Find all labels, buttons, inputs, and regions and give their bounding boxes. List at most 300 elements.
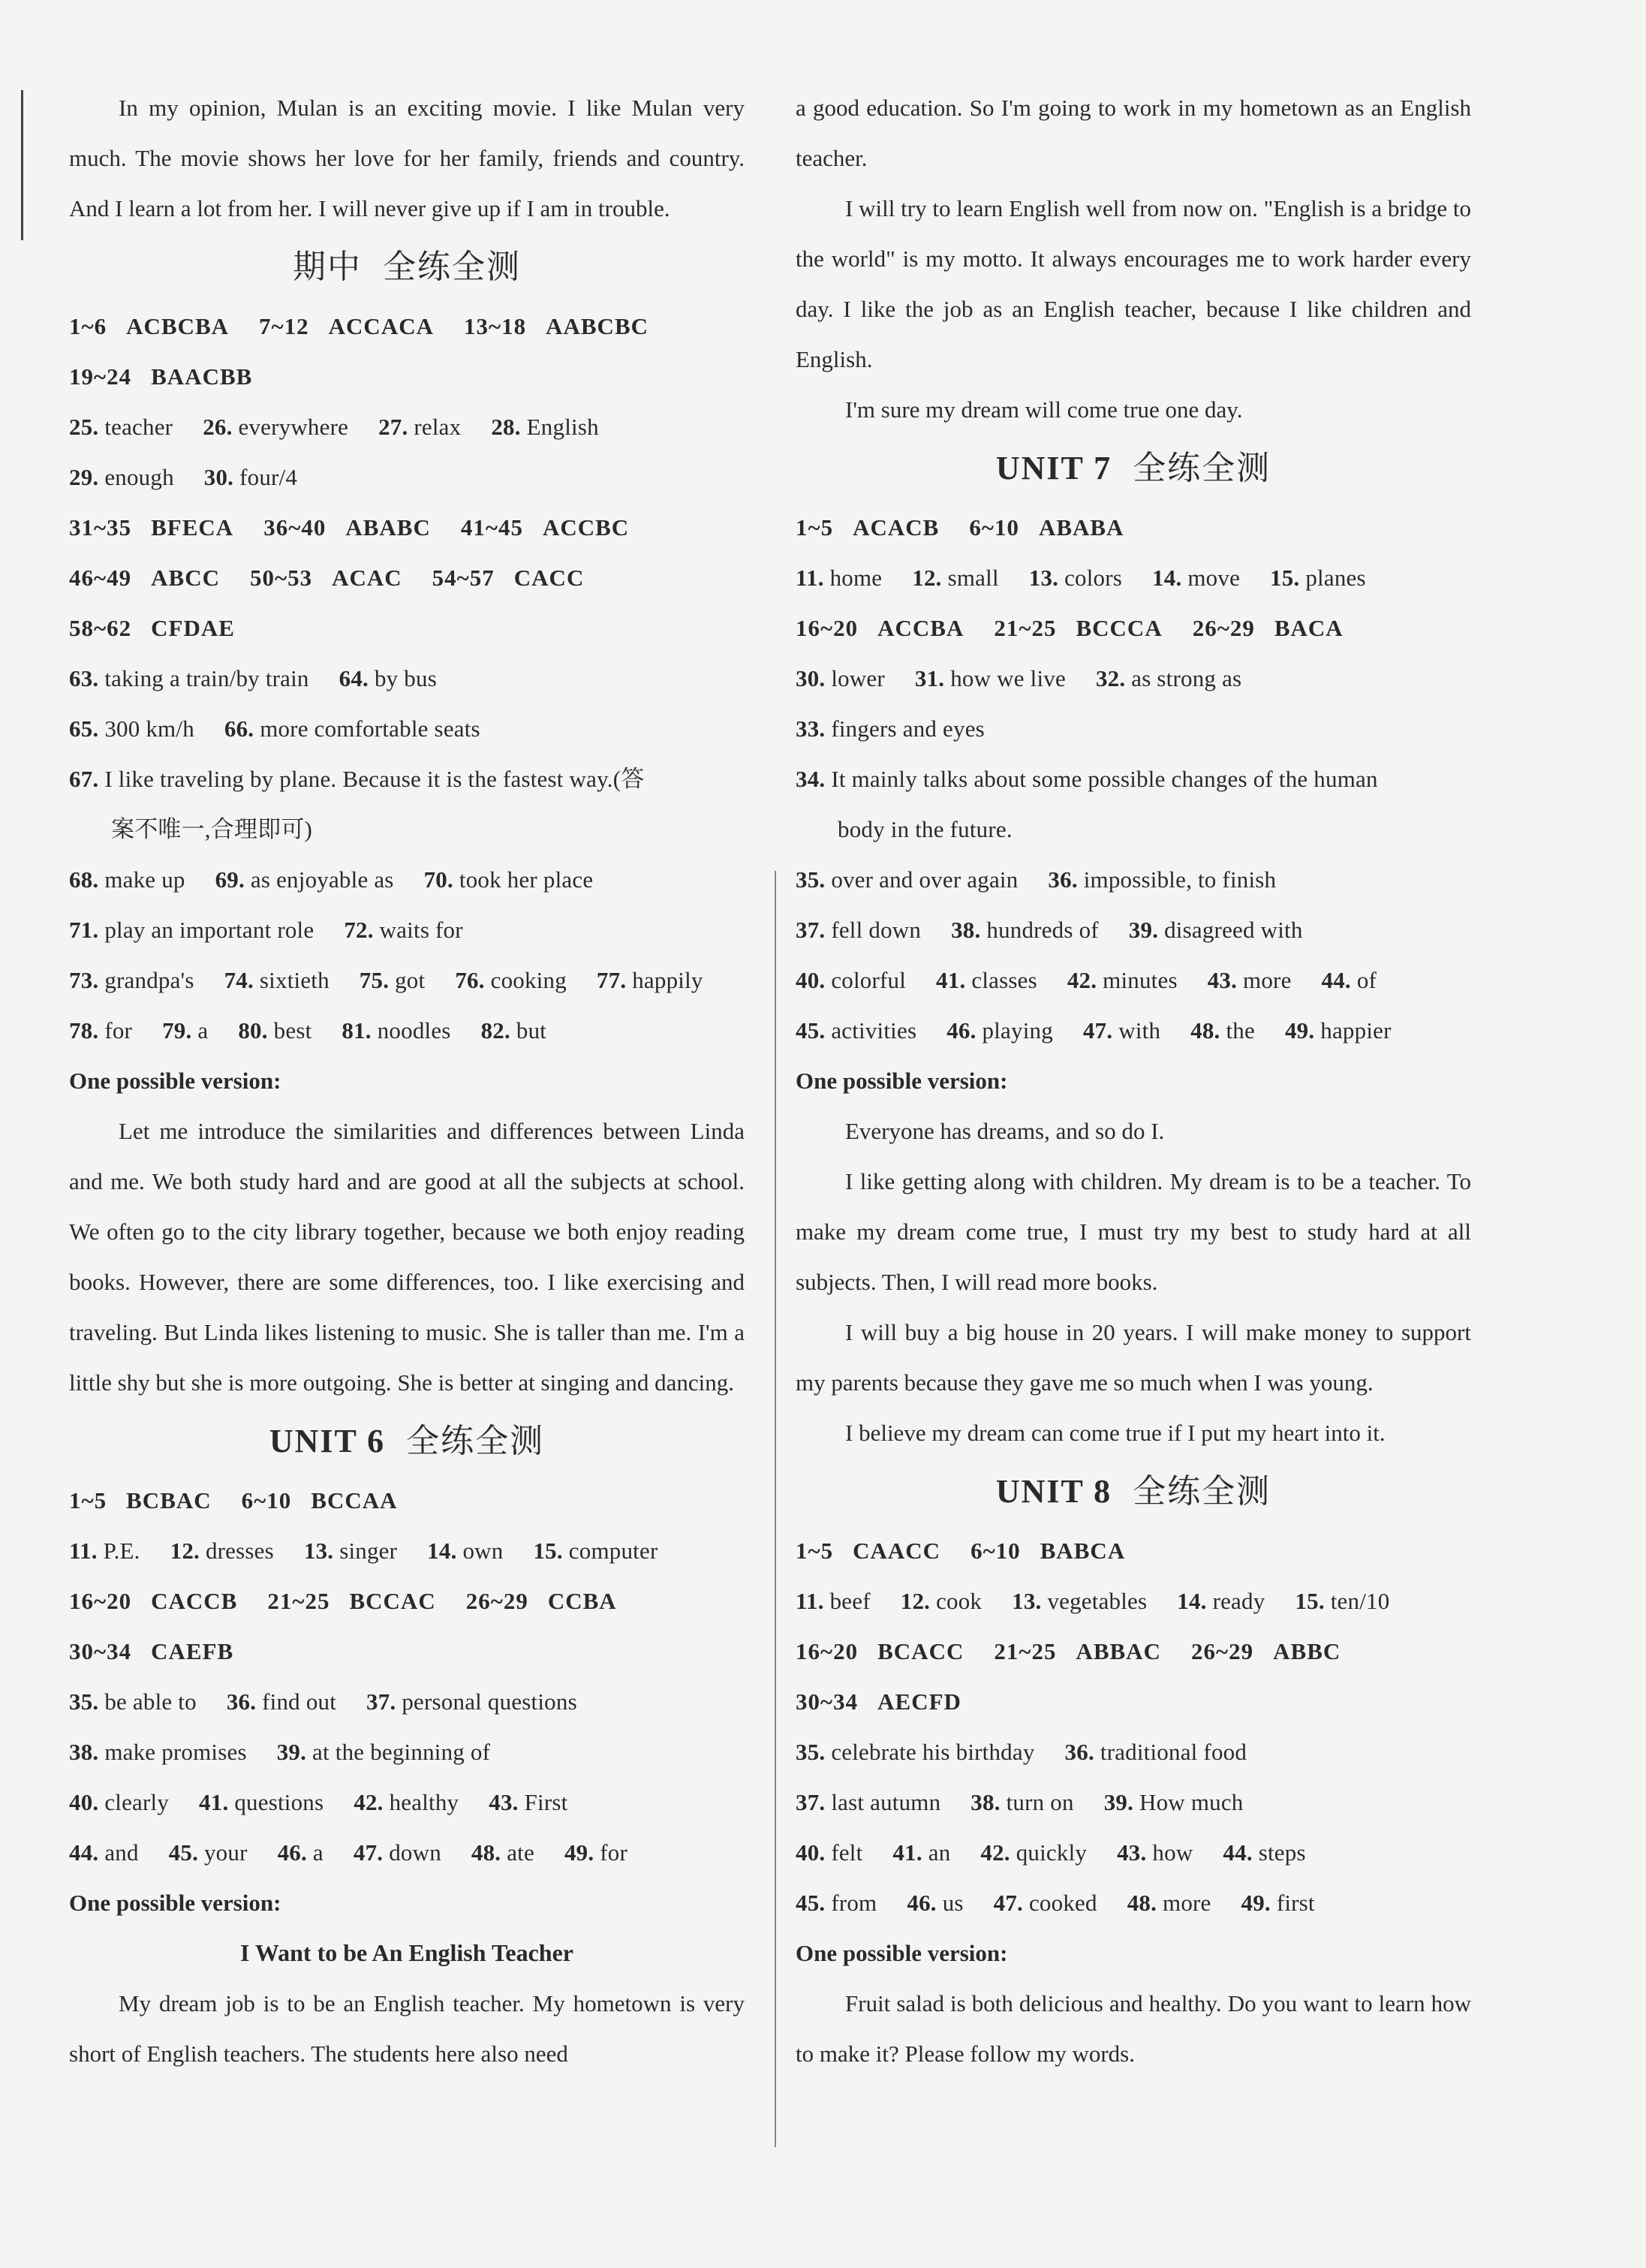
item-answer: ate xyxy=(507,1839,534,1866)
mc-answers: BCCAA xyxy=(311,1487,398,1514)
item-number: 49. xyxy=(564,1839,594,1866)
item-answer: with xyxy=(1118,1017,1161,1044)
question-range: 31~35 xyxy=(69,514,132,541)
question-range: 54~57 xyxy=(432,565,495,591)
unit8-answers xyxy=(796,1526,1471,1928)
item-number: 12. xyxy=(912,565,942,591)
mc-answer-line xyxy=(796,1626,1471,1676)
item-number: 14. xyxy=(1177,1588,1207,1614)
midterm-heading xyxy=(69,233,745,301)
item-number: 35. xyxy=(796,1739,826,1765)
item-answer: computer xyxy=(568,1538,658,1564)
question-range: 6~10 xyxy=(241,1487,292,1514)
mc-answer-line xyxy=(796,603,1471,653)
question-range: 26~29 xyxy=(465,1588,528,1614)
item-number: 42. xyxy=(980,1839,1010,1866)
mc-answers: BCCAC xyxy=(349,1588,436,1614)
mc-answer-line xyxy=(796,502,1471,553)
item-answer: grandpa's xyxy=(104,967,194,993)
unit6-version-label: One possible version: xyxy=(69,1890,281,1916)
unit6-essay-continued: a good education. So I'm going to work in my hometown as an English teacher. xyxy=(796,95,1471,171)
unit6-essay: My dream job is to be an English teacher. My hometown is very short of English teachers. The students here also need xyxy=(69,1990,745,2067)
item-answer: how we live xyxy=(950,665,1066,691)
mc-answer-line xyxy=(69,301,745,351)
question-range: 6~10 xyxy=(970,1538,1021,1564)
unit6-title: UNIT 6 xyxy=(269,1423,386,1459)
midterm-answers xyxy=(69,301,745,1056)
unit7-title: UNIT 7 xyxy=(995,450,1112,486)
unit8-title: UNIT 8 xyxy=(995,1473,1112,1510)
item-answer: celebrate his birthday xyxy=(831,1739,1035,1765)
item-number: 49. xyxy=(1284,1017,1315,1044)
item-answer: planes xyxy=(1305,565,1366,591)
item-number: 69. xyxy=(215,866,245,893)
item-answer: got xyxy=(395,967,426,993)
item-number: 72. xyxy=(344,917,374,943)
question-range: 6~10 xyxy=(969,514,1019,541)
item-answer: and xyxy=(104,1839,139,1866)
item-number: 46. xyxy=(277,1839,307,1866)
mc-answers: ABBC xyxy=(1273,1638,1341,1664)
item-answer: dresses xyxy=(205,1538,274,1564)
item-number: 73. xyxy=(69,967,99,993)
item-answer: a xyxy=(197,1017,209,1044)
item-number: 38. xyxy=(951,917,981,943)
mc-answer-line xyxy=(69,603,745,653)
item-answer: a xyxy=(312,1839,323,1866)
item-answer: at the beginning of xyxy=(312,1739,491,1765)
mc-answers: CFDAE xyxy=(151,615,235,641)
item-answer: minutes xyxy=(1103,967,1178,993)
item-answer: home xyxy=(829,565,883,591)
midterm-title-cn: 全练全测 xyxy=(383,248,521,285)
question-range: 19~24 xyxy=(69,363,132,390)
item-answer: enough xyxy=(104,464,174,490)
item-number: 26. xyxy=(203,414,233,440)
item-answer: more xyxy=(1163,1890,1211,1916)
item-number: 25. xyxy=(69,414,99,440)
mc-answers: ACBCBA xyxy=(126,313,230,339)
item-answer: personal questions xyxy=(402,1688,577,1715)
item-number: 64. xyxy=(339,665,369,691)
fill-answer-line xyxy=(796,1727,1471,1777)
fill-answer-line xyxy=(796,854,1471,905)
mc-answer-line xyxy=(69,1626,745,1676)
item-answer: felt xyxy=(831,1839,863,1866)
item-answer: happily xyxy=(632,967,703,993)
question-range: 50~53 xyxy=(249,565,313,591)
mc-answers: ACCACA xyxy=(328,313,434,339)
item-number: 31. xyxy=(914,665,945,691)
item-number: 29. xyxy=(69,464,99,490)
item-number: 32. xyxy=(1095,665,1126,691)
mc-answers: BCBAC xyxy=(126,1487,212,1514)
item-answer: find out xyxy=(262,1688,337,1715)
item-answer: colors xyxy=(1064,565,1123,591)
item-number: 74. xyxy=(224,967,254,993)
mc-answers: BCCCA xyxy=(1076,615,1163,641)
item-number: 46. xyxy=(907,1890,937,1916)
item-number: 41. xyxy=(892,1839,922,1866)
item-number: 14. xyxy=(1152,565,1182,591)
item-number: 48. xyxy=(471,1839,501,1866)
item-answer: First xyxy=(524,1789,568,1815)
fill-answer-line xyxy=(69,703,745,754)
item-number: 42. xyxy=(354,1789,384,1815)
mc-answers: CAACC xyxy=(853,1538,941,1564)
question-range: 16~20 xyxy=(796,1638,859,1664)
item-answer: How much xyxy=(1139,1789,1244,1815)
fill-answer-line xyxy=(69,1727,745,1777)
item-answer: classes xyxy=(971,967,1037,993)
item-number: 46. xyxy=(946,1017,976,1044)
mc-answers: BACA xyxy=(1274,615,1344,641)
item-number: 43. xyxy=(1117,1839,1147,1866)
item-number: 47. xyxy=(993,1890,1024,1916)
unit7-heading xyxy=(796,435,1471,502)
item-answer: noodles xyxy=(377,1017,451,1044)
mc-answer-line xyxy=(69,553,745,603)
question-range: 36~40 xyxy=(263,514,326,541)
item-number: 43. xyxy=(1207,967,1238,993)
item-answer: took her place xyxy=(459,866,594,893)
fill-answer-line xyxy=(796,1777,1471,1827)
item-number: 81. xyxy=(342,1017,372,1044)
question-range: 30~34 xyxy=(796,1688,859,1715)
item-answer: vegetables xyxy=(1047,1588,1148,1614)
item-number: 38. xyxy=(69,1739,99,1765)
item-answer: happier xyxy=(1320,1017,1392,1044)
item-number: 14. xyxy=(427,1538,457,1564)
item-number: 43. xyxy=(489,1789,519,1815)
fill-answer-line xyxy=(69,402,745,452)
item-answer: I like traveling by plane. Because it is the fastest way.(答 xyxy=(104,766,645,792)
item-number: 37. xyxy=(796,917,826,943)
fill-answer-line xyxy=(69,854,745,905)
item-number: 65. xyxy=(69,715,99,742)
item-number: 36. xyxy=(1048,866,1078,893)
item-answer: singer xyxy=(339,1538,398,1564)
item-number: 37. xyxy=(796,1789,826,1815)
question-range: 58~62 xyxy=(69,615,132,641)
item-number: 76. xyxy=(455,967,485,993)
mc-answers: ACAC xyxy=(332,565,402,591)
item-number: 68. xyxy=(69,866,99,893)
mc-answers: ACCBC xyxy=(542,514,630,541)
item-number: 70. xyxy=(423,866,453,893)
long-answer-line xyxy=(796,754,1471,804)
item-answer: but xyxy=(516,1017,547,1044)
item-answer: sixtieth xyxy=(259,967,330,993)
item-number: 77. xyxy=(596,967,627,993)
item-number: 39. xyxy=(276,1739,307,1765)
question-range: 41~45 xyxy=(460,514,523,541)
item-number: 41. xyxy=(936,967,966,993)
item-number: 39. xyxy=(1128,917,1159,943)
left-column xyxy=(69,83,745,2079)
item-answer: over and over again xyxy=(831,866,1019,893)
item-answer: the xyxy=(1226,1017,1255,1044)
item-answer: It mainly talks about some possible changes of the human xyxy=(831,766,1378,792)
item-number: 35. xyxy=(796,866,826,893)
unit6-essay-p2: I will try to learn English well from now on. "English is a bridge to the world" is my motto. It always encourages me to work harder every day. I like the job as an English teacher, because I like children and English. xyxy=(796,195,1471,372)
unit8-title-cn: 全练全测 xyxy=(1133,1473,1271,1510)
fill-answer-line xyxy=(69,955,745,1005)
mc-answers: CACCB xyxy=(151,1588,238,1614)
fill-answer-line xyxy=(69,1005,745,1056)
fill-answer-line xyxy=(69,1777,745,1827)
item-number: 15. xyxy=(533,1538,563,1564)
item-number: 45. xyxy=(168,1839,199,1866)
item-number: 12. xyxy=(170,1538,200,1564)
item-number: 45. xyxy=(796,1017,826,1044)
long-answer-line xyxy=(69,754,745,804)
fill-answer-line xyxy=(69,653,745,703)
unit7-title-cn: 全练全测 xyxy=(1133,450,1271,486)
item-number: 28. xyxy=(491,414,521,440)
item-answer: ready xyxy=(1212,1588,1265,1614)
item-answer: from xyxy=(831,1890,877,1916)
long-answer-line-cont: 案不唯一,合理即可) xyxy=(111,816,313,842)
item-answer: how xyxy=(1152,1839,1193,1866)
mc-answer-line xyxy=(69,351,745,402)
item-number: 48. xyxy=(1190,1017,1220,1044)
item-number: 40. xyxy=(69,1789,99,1815)
question-range: 16~20 xyxy=(796,615,859,641)
fill-answer-line xyxy=(69,905,745,955)
item-number: 30. xyxy=(203,464,234,490)
item-answer: own xyxy=(462,1538,504,1564)
item-answer: play an important role xyxy=(104,917,314,943)
item-number: 34. xyxy=(796,766,826,792)
item-number: 30. xyxy=(796,665,826,691)
item-answer: traditional food xyxy=(1100,1739,1247,1765)
question-range: 21~25 xyxy=(267,1588,330,1614)
item-number: 78. xyxy=(69,1017,99,1044)
question-range: 13~18 xyxy=(463,313,527,339)
item-answer: ten/10 xyxy=(1330,1588,1390,1614)
intro-paragraph: In my opinion, Mulan is an exciting movie. I like Mulan very much. The movie shows her love for her family, friends and country. And I learn a lot from her. I will never give up if I am in trouble. xyxy=(69,95,745,221)
fill-answer-line xyxy=(796,955,1471,1005)
item-answer: be able to xyxy=(104,1688,197,1715)
fill-answer-line xyxy=(69,452,745,502)
unit7-essay-p2: I like getting along with children. My dream is to be a teacher. To make my dream come true, I must try my best to study hard at all subjects. Then, I will read more books. xyxy=(796,1168,1471,1295)
fill-answer-line xyxy=(69,1827,745,1878)
item-number: 12. xyxy=(900,1588,931,1614)
item-number: 39. xyxy=(1103,1789,1134,1815)
item-answer: by bus xyxy=(374,665,437,691)
item-answer: four/4 xyxy=(239,464,298,490)
unit8-version-label: One possible version: xyxy=(796,1940,1008,1966)
mc-answers: CACC xyxy=(513,565,585,591)
item-answer: disagreed with xyxy=(1164,917,1303,943)
item-answer: small xyxy=(947,565,999,591)
item-number: 41. xyxy=(199,1789,229,1815)
item-number: 11. xyxy=(69,1538,98,1564)
question-range: 26~29 xyxy=(1192,615,1255,641)
item-answer: taking a train/by train xyxy=(104,665,309,691)
mc-answers: AABCBC xyxy=(546,313,649,339)
item-answer: everywhere xyxy=(238,414,349,440)
mc-answers: CCBA xyxy=(547,1588,617,1614)
item-number: 13. xyxy=(1012,1588,1042,1614)
item-number: 40. xyxy=(796,1839,826,1866)
mc-answers: BCACC xyxy=(877,1638,964,1664)
unit6-answers xyxy=(69,1475,745,1878)
item-number: 11. xyxy=(796,565,824,591)
item-answer: relax xyxy=(414,414,462,440)
fill-answer-line xyxy=(69,1676,745,1727)
mc-answers: AECFD xyxy=(877,1688,961,1715)
item-answer: us xyxy=(942,1890,964,1916)
item-number: 66. xyxy=(224,715,254,742)
item-answer: colorful xyxy=(831,967,907,993)
item-number: 79. xyxy=(162,1017,192,1044)
unit6-title-cn: 全练全测 xyxy=(406,1423,545,1459)
item-answer: playing xyxy=(982,1017,1053,1044)
item-number: 44. xyxy=(69,1839,99,1866)
margin-rule xyxy=(21,90,23,240)
item-number: 71. xyxy=(69,917,99,943)
fill-answer-line xyxy=(796,703,1471,754)
item-answer: fell down xyxy=(831,917,922,943)
item-answer: steps xyxy=(1258,1839,1306,1866)
fill-answer-line xyxy=(796,1827,1471,1878)
mc-answers: ACACB xyxy=(853,514,940,541)
item-number: 40. xyxy=(796,967,826,993)
item-number: 42. xyxy=(1067,967,1097,993)
item-number: 36. xyxy=(226,1688,257,1715)
unit6-heading xyxy=(69,1408,745,1475)
fill-answer-line xyxy=(796,653,1471,703)
unit7-version-label: One possible version: xyxy=(796,1068,1008,1094)
item-number: 11. xyxy=(796,1588,824,1614)
item-number: 80. xyxy=(238,1017,268,1044)
item-answer: last autumn xyxy=(831,1789,941,1815)
question-range: 30~34 xyxy=(69,1638,132,1664)
item-answer: for xyxy=(600,1839,627,1866)
mc-answers: BABCA xyxy=(1040,1538,1126,1564)
fill-answer-line xyxy=(796,1005,1471,1056)
item-answer: more comfortable seats xyxy=(260,715,480,742)
midterm-version-label: One possible version: xyxy=(69,1068,281,1094)
item-number: 63. xyxy=(69,665,99,691)
item-number: 33. xyxy=(796,715,826,742)
item-number: 13. xyxy=(1028,565,1059,591)
item-answer: waits for xyxy=(379,917,463,943)
question-range: 7~12 xyxy=(259,313,309,339)
item-answer: activities xyxy=(831,1017,917,1044)
item-number: 47. xyxy=(1082,1017,1113,1044)
question-range: 46~49 xyxy=(69,565,132,591)
item-answer: impossible, to finish xyxy=(1083,866,1277,893)
mc-answers: BFECA xyxy=(151,514,234,541)
fill-answer-line xyxy=(796,1878,1471,1928)
item-answer: healthy xyxy=(389,1789,459,1815)
item-answer: your xyxy=(203,1839,248,1866)
item-number: 35. xyxy=(69,1688,99,1715)
mc-answers: CAEFB xyxy=(151,1638,234,1664)
question-range: 1~5 xyxy=(796,514,834,541)
unit7-essay-p3: I will buy a big house in 20 years. I will make money to support my parents because they gave me so much when I was young. xyxy=(796,1319,1471,1396)
question-range: 1~5 xyxy=(69,1487,107,1514)
fill-answer-line xyxy=(796,905,1471,955)
item-number: 82. xyxy=(480,1017,510,1044)
question-range: 26~29 xyxy=(1191,1638,1254,1664)
item-number: 37. xyxy=(366,1688,396,1715)
mc-answers: ACCBA xyxy=(877,615,964,641)
item-number: 36. xyxy=(1064,1739,1094,1765)
item-number: 38. xyxy=(970,1789,1001,1815)
item-answer: quickly xyxy=(1016,1839,1088,1866)
question-range: 16~20 xyxy=(69,1588,132,1614)
question-range: 1~5 xyxy=(796,1538,834,1564)
item-number: 13. xyxy=(303,1538,334,1564)
item-answer: as enjoyable as xyxy=(250,866,394,893)
item-number: 15. xyxy=(1270,565,1300,591)
unit7-essay-p1: Everyone has dreams, and so do I. xyxy=(845,1118,1165,1144)
item-answer: make up xyxy=(104,866,185,893)
item-answer: cooking xyxy=(490,967,567,993)
unit7-essay-p4: I believe my dream can come true if I put my heart into it. xyxy=(845,1420,1386,1446)
mc-answers: BAACBB xyxy=(151,363,253,390)
mc-answers: ABBAC xyxy=(1076,1638,1161,1664)
item-answer: best xyxy=(273,1017,312,1044)
item-answer: make promises xyxy=(104,1739,247,1765)
item-number: 49. xyxy=(1241,1890,1271,1916)
fill-answer-line xyxy=(796,1576,1471,1626)
midterm-title: 期中 xyxy=(293,248,362,285)
item-answer: hundreds of xyxy=(986,917,1099,943)
item-number: 67. xyxy=(69,766,99,792)
mc-answer-line xyxy=(69,1475,745,1526)
unit6-essay-p3: I'm sure my dream will come true one day. xyxy=(845,396,1243,423)
item-number: 48. xyxy=(1127,1890,1157,1916)
item-number: 27. xyxy=(378,414,408,440)
right-column xyxy=(796,83,1471,2079)
unit6-essay-title: I Want to be An English Teacher xyxy=(240,1939,573,1966)
unit8-heading xyxy=(796,1458,1471,1526)
unit7-answers xyxy=(796,502,1471,1056)
item-number: 75. xyxy=(359,967,390,993)
item-answer: beef xyxy=(829,1588,871,1614)
item-answer: down xyxy=(389,1839,441,1866)
item-answer: clearly xyxy=(104,1789,170,1815)
long-answer-line-cont: body in the future. xyxy=(838,816,1013,842)
question-range: 21~25 xyxy=(994,1638,1057,1664)
item-number: 47. xyxy=(353,1839,384,1866)
unit8-essay-p1: Fruit salad is both delicious and healthy. Do you want to learn how to make it? Please follow my words. xyxy=(796,1990,1471,2067)
item-answer: questions xyxy=(234,1789,324,1815)
item-answer: an xyxy=(928,1839,951,1866)
item-answer: teacher xyxy=(104,414,173,440)
item-number: 44. xyxy=(1223,1839,1253,1866)
item-answer: cooked xyxy=(1028,1890,1097,1916)
item-number: 44. xyxy=(1321,967,1351,993)
item-answer: 300 km/h xyxy=(104,715,194,742)
mc-answer-line xyxy=(796,1526,1471,1576)
fill-answer-line xyxy=(796,553,1471,603)
item-answer: as strong as xyxy=(1131,665,1242,691)
item-answer: lower xyxy=(831,665,885,691)
item-answer: P.E. xyxy=(103,1538,140,1564)
question-range: 1~6 xyxy=(69,313,107,339)
item-answer: English xyxy=(526,414,599,440)
item-answer: more xyxy=(1243,967,1292,993)
mc-answers: ABCC xyxy=(151,565,220,591)
item-answer: move xyxy=(1187,565,1241,591)
fill-answer-line xyxy=(69,1526,745,1576)
